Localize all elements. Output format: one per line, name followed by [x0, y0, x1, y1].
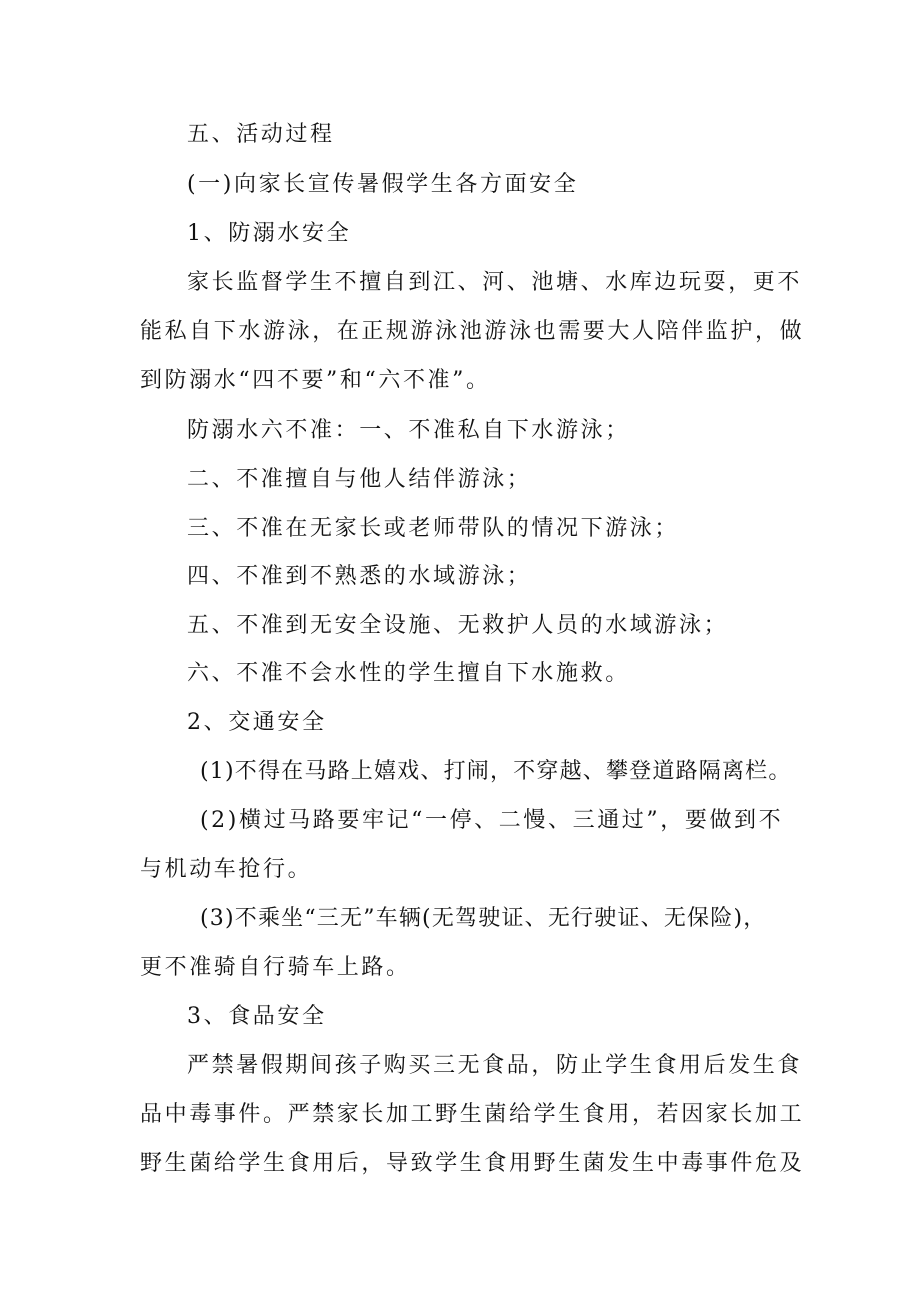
item-1-para-line: 到防溺水“四不要”和“六不准”。: [140, 368, 491, 393]
traffic-rule-1: (1)不得在马路上嬉戏、打闹，不穿越、攀登道路隔离栏。: [200, 759, 792, 784]
traffic-rule-2-line: (2)横过马路要牢记“一停、二慢、三通过”，要做到不: [200, 808, 784, 833]
item-1-para-line: 能私自下水游泳，在正规游泳池游泳也需要大人陪伴监护，做: [140, 319, 805, 344]
six-rules-line: 防溺水六不准：一、不准私自下水游泳；: [187, 418, 630, 443]
traffic-rule-3-line: (3)不乘坐“三无”车辆(无驾驶证、无行驶证、无保险)，: [200, 906, 767, 931]
item-1-title: 1、防溺水安全: [187, 221, 352, 246]
section-heading: 五、活动过程: [187, 122, 335, 147]
six-rules-line: 三、不准在无家长或老师带队的情况下游泳；: [187, 516, 680, 541]
food-para-line: 野生菌给学生食用后，导致学生食用野生菌发生中毒事件危及: [140, 1151, 805, 1176]
traffic-rule-2-line: 与机动车抢行。: [140, 857, 313, 882]
item-2-title: 2、交通安全: [187, 710, 327, 735]
traffic-rule-3-line: 更不准骑自行骑车上路。: [140, 955, 411, 980]
item-3-title: 3、食品安全: [187, 1004, 327, 1029]
food-para-line: 品中毒事件。严禁家长加工野生菌给学生食用，若因家长加工: [140, 1102, 805, 1127]
six-rules-line: 四、不准到不熟悉的水域游泳；: [187, 564, 532, 589]
subsection-heading: (一)向家长宣传暑假学生各方面安全: [187, 172, 579, 197]
six-rules-line: 六、不准不会水性的学生擅自下水施救。: [187, 661, 630, 686]
item-1-para-line: 家长监督学生不擅自到江、河、池塘、水库边玩耍，更不: [187, 270, 803, 295]
six-rules-line: 二、不准擅自与他人结伴游泳；: [187, 467, 532, 492]
six-rules-line: 五、不准到无安全设施、无救护人员的水域游泳；: [187, 613, 729, 638]
food-para-line: 严禁暑假期间孩子购买三无食品，防止学生食用后发生食: [187, 1053, 803, 1078]
